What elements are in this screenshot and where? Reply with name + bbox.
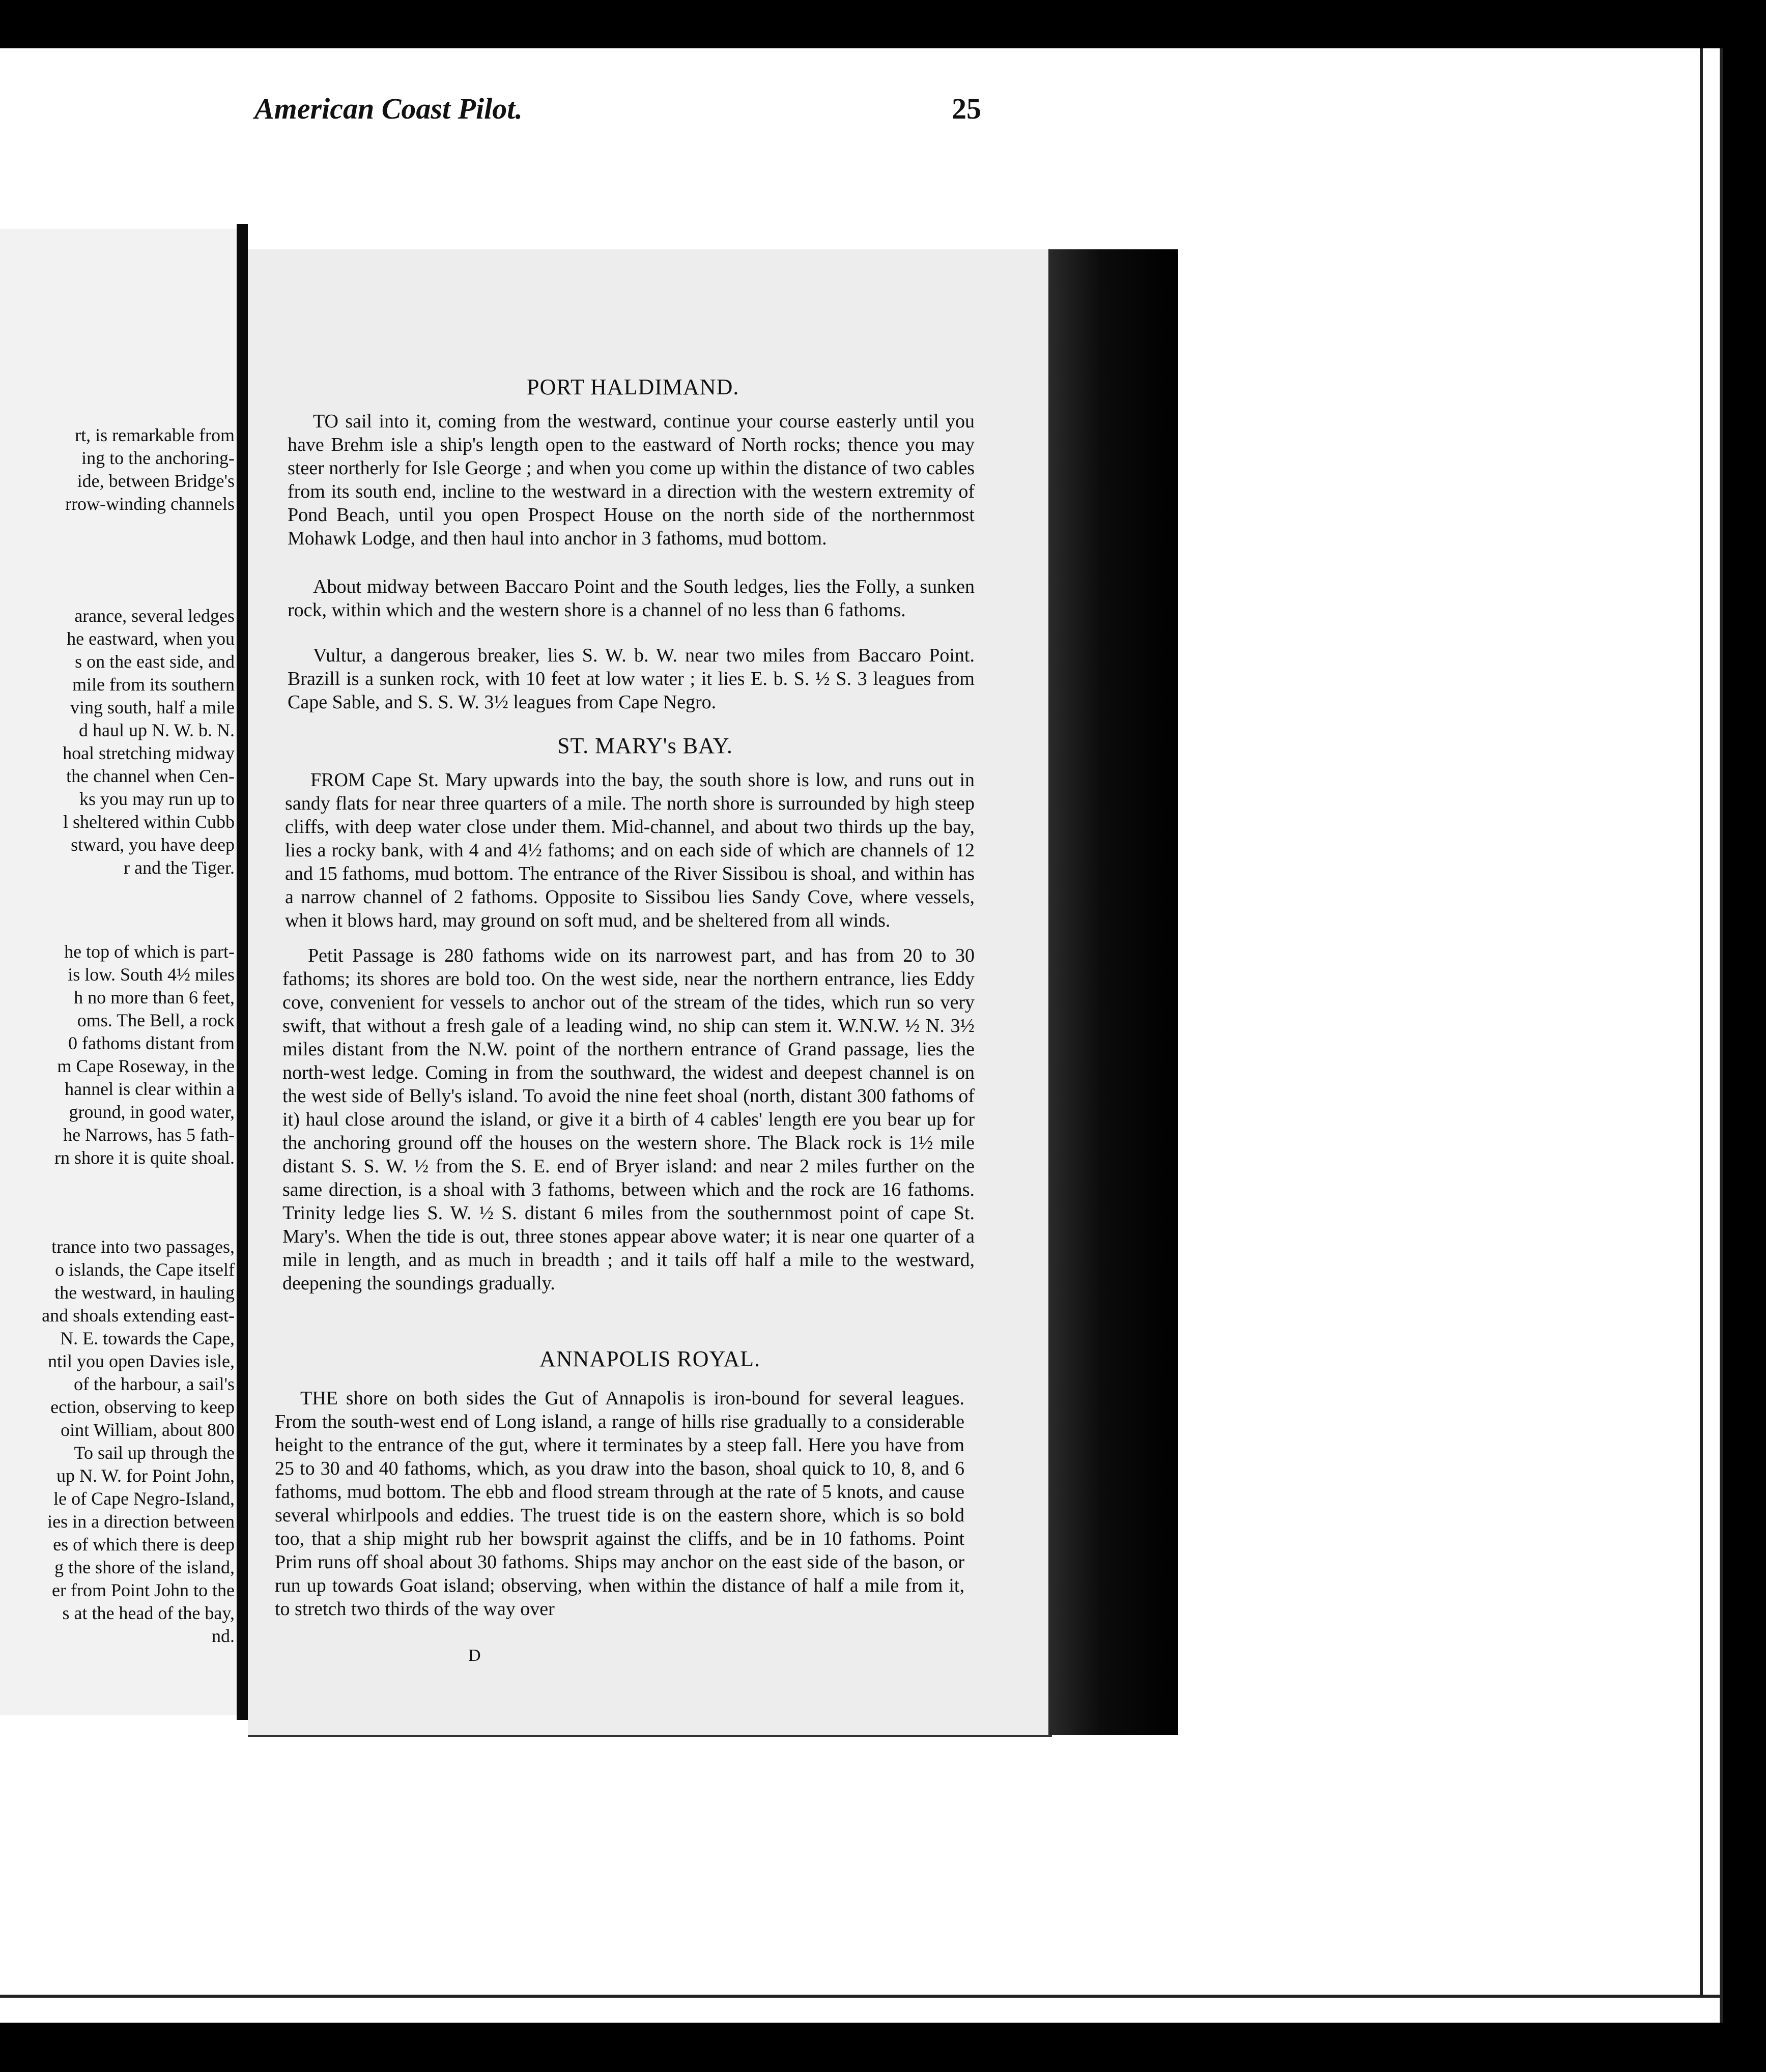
book-gutter bbox=[237, 224, 248, 1720]
microfilm-frame-top bbox=[0, 0, 1766, 48]
left-page-line: he top of which is part- bbox=[64, 941, 235, 962]
page-number: 25 bbox=[952, 92, 981, 125]
left-page-line: hannel is clear within a bbox=[65, 1079, 235, 1099]
left-page-line: up N. W. for Point John, bbox=[56, 1465, 235, 1486]
left-page-line: the westward, in hauling bbox=[54, 1282, 235, 1303]
left-page-line: rrow-winding channels bbox=[65, 494, 235, 514]
left-page-line: o islands, the Cape itself bbox=[55, 1259, 235, 1280]
section-title-st-marys-bay: ST. MARY's BAY. bbox=[557, 733, 733, 758]
film-edge-line bbox=[0, 1995, 1723, 1998]
left-page-line: he eastward, when you bbox=[67, 628, 235, 649]
left-page-line: ntil you open Davies isle, bbox=[48, 1351, 235, 1371]
section-title-port-haldimand: PORT HALDIMAND. bbox=[527, 375, 739, 399]
paragraph: THE shore on both sides the Gut of Annapolis is iron-bound for several leagues. From the south-west end of Long island, a range of hills rise gradually to a considerable height to the entrance of the gut, where it terminates by a steep fall. Here you have from 25 to 30 and 40 fathoms, which, as you draw into the bason, shoal quick to 10, 8, and 6 fathoms, mud bottom. The ebb and flood stream through at the rate of 5 knots, and cause several whirlpools and eddies. The truest tide is on the eastern shore, which is so bold too, that a ship might rub her bowsprit against the cliffs, and be in 10 fathoms. Point Prim runs off shoal about 30 fathoms. Ships may anchor on the east side of the bason, or run up towards Goat island; observing, when within the distance of half a mile from it, to stretch two thirds of the way over bbox=[275, 1388, 964, 1620]
left-page-line: stward, you have deep bbox=[71, 834, 235, 855]
signature-mark: D bbox=[468, 1646, 481, 1665]
left-page-line: oint William, about 800 bbox=[61, 1420, 235, 1440]
paragraph: FROM Cape St. Mary upwards into the bay, the south shore is low, and runs out in sandy flats for near three quarters of a mile. The north shore is surrounded by high steep cliffs, with deep water close under them. Mid-channel, and about two thirds up the bay, lies a rocky bank, with 4 and 4½ fathoms; and on each side of which are channels of 12 and 15 fathoms, mud bottom. The entrance of the River Sissibou is shoal, and within has a narrow channel of 2 fathoms. Opposite to Sissibou lies Sandy Cove, where vessels, when it blows hard, may ground on soft mud, and be sheltered from all winds. bbox=[285, 769, 975, 931]
left-page-line: s at the head of the bay, bbox=[62, 1603, 235, 1623]
left-page-line: ies in a direction between bbox=[47, 1511, 235, 1532]
microfilm-frame-bottom bbox=[0, 2023, 1766, 2072]
left-page-line: trance into two passages, bbox=[51, 1236, 235, 1257]
left-page-line: g the shore of the island, bbox=[54, 1557, 235, 1577]
left-page-line: m Cape Roseway, in the bbox=[57, 1056, 235, 1076]
left-page-line: oms. The Bell, a rock bbox=[77, 1010, 235, 1030]
left-page-line: ide, between Bridge's bbox=[77, 471, 235, 491]
page-stack-edge bbox=[1048, 249, 1178, 1735]
left-page-line: ection, observing to keep bbox=[50, 1397, 235, 1417]
left-page-line: es of which there is deep bbox=[53, 1534, 235, 1555]
film-edge-line-right bbox=[1700, 48, 1703, 1995]
left-page-line: ground, in good water, bbox=[69, 1102, 235, 1122]
left-page-line: nd. bbox=[212, 1626, 235, 1646]
left-page-line: N. E. towards the Cape, bbox=[60, 1328, 235, 1348]
left-page-line: rn shore it is quite shoal. bbox=[54, 1147, 235, 1168]
section-title-annapolis-royal: ANNAPOLIS ROYAL. bbox=[539, 1346, 761, 1371]
microfilm-frame-right bbox=[1723, 0, 1766, 2072]
left-page-line: To sail up through the bbox=[74, 1443, 235, 1463]
left-page-line: r and the Tiger. bbox=[123, 857, 235, 878]
left-page-line: h no more than 6 feet, bbox=[74, 987, 235, 1008]
left-page-line: mile from its southern bbox=[72, 674, 235, 695]
left-page-line: the channel when Cen- bbox=[66, 766, 235, 786]
left-page-line: ving south, half a mile bbox=[70, 697, 235, 717]
left-page-line: 0 fathoms distant from bbox=[68, 1033, 235, 1053]
left-page-line: of the harbour, a sail's bbox=[74, 1374, 235, 1394]
left-page-line: rt, is remarkable from bbox=[75, 425, 235, 445]
paragraph: About midway between Baccaro Point and the South ledges, lies the Folly, a sunken rock, within which and the western shore is a channel of no less than 6 fathoms. bbox=[288, 576, 975, 621]
left-page-line: l sheltered within Cubb bbox=[63, 812, 235, 832]
left-page-line: is low. South 4½ miles bbox=[68, 964, 235, 985]
left-page bbox=[0, 229, 237, 1715]
left-page-line: he Narrows, has 5 fath- bbox=[63, 1125, 235, 1145]
left-page-line: ks you may run up to bbox=[79, 789, 235, 809]
paragraph: TO sail into it, coming from the westward, continue your course easterly until you have Brehm isle a ship's length open to the eastward of North rocks; thence you may steer northerly for Isle George ; and when you come up within the distance of two cables from its south end, incline to the westward in a direction with the western extremity of Pond Beach, until you open Prospect House on the north side of the northernmost Mohawk Lodge, and then haul into anchor in 3 fathoms, mud bottom. bbox=[288, 411, 975, 549]
left-page-line: arance, several ledges bbox=[74, 606, 235, 626]
paragraph: Petit Passage is 280 fathoms wide on its narrowest part, and has from 20 to 30 fathoms; its shores are bold too. On the west side, near the northern entrance, lies Eddy cove, convenient for vessels to anchor out of the stream of the tides, which run so very swift, that without a fresh gale of a leading wind, no ship can stem it. W.N.W. ½ N. 3½ miles distant from the N.W. point of the northern entrance of Grand passage, lies the north-west ledge. Coming in from the southward, the widest and deepest channel is on the west side of Belly's island. To avoid the nine feet shoal (north, distant 300 fathoms of it) haul close around the island, or give it a birth of 4 cables' length ere you bear up for the anchoring ground off the houses on the western shore. The Black rock is 1½ mile distant S. S. W. ½ from the S. E. end of Bryer island: and near 2 miles further on the same direction, is a shoal with 3 fathoms, between which and the rock are 16 fathoms. Trinity ledge lies S. W. ½ S. distant 6 miles from the southernmost point of cape St. Mary's. When the tide is out, three stones appear above water; it is near one quarter of a mile in length, and as much in breadth ; and it tails off half a mile to the westward, deepening the soundings gradually. bbox=[282, 945, 975, 1294]
left-page-line: and shoals extending east- bbox=[42, 1305, 235, 1326]
left-page-line: hoal stretching midway bbox=[63, 743, 235, 763]
left-page-line: d haul up N. W. b. N. bbox=[79, 720, 235, 740]
paragraph: Vultur, a dangerous breaker, lies S. W. b. W. near two miles from Baccaro Point. Brazill is a sunken rock, with 10 feet at low water ; it lies E. b. S. ½ S. 3 leagues from Cape Sable, and S. S. W. 3½ leagues from Cape Negro. bbox=[288, 645, 975, 713]
running-head: American Coast Pilot. bbox=[254, 92, 523, 125]
left-page-line: er from Point John to the bbox=[52, 1580, 235, 1600]
left-page-line: ing to the anchoring- bbox=[81, 448, 235, 468]
left-page-line: s on the east side, and bbox=[75, 651, 235, 672]
left-page-line: le of Cape Negro-Island, bbox=[53, 1488, 235, 1509]
